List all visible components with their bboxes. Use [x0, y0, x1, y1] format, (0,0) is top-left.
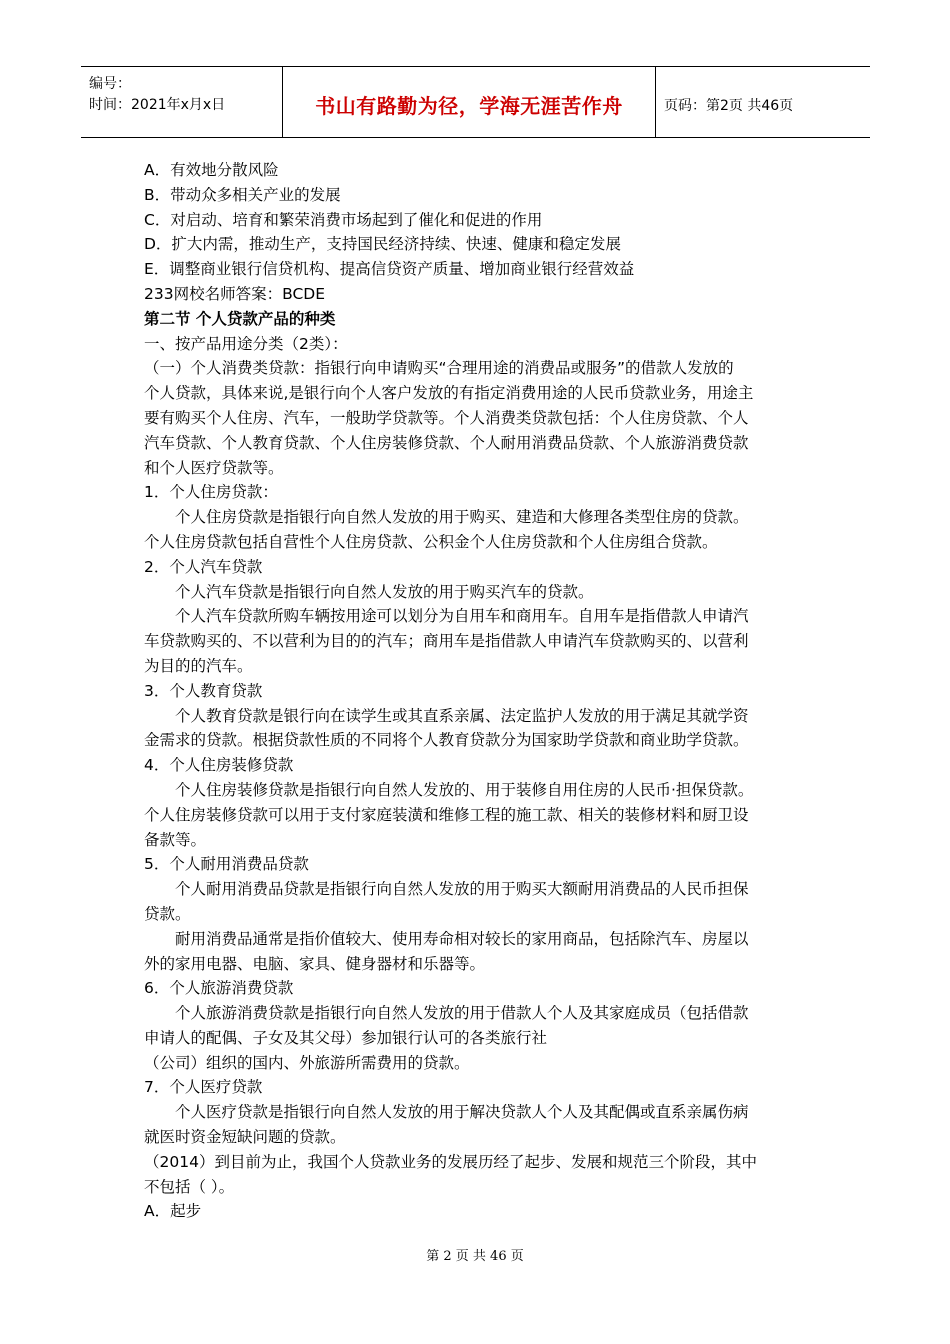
- paragraph-line: 耐用消费品通常是指价值较大、使用寿命相对较长的家用商品，包括除汽车、房屋以: [175, 929, 749, 948]
- header-page-cell: [656, 67, 870, 137]
- paragraph-line: （一）个人消费类贷款：指银行向申请购买“合理用途的消费品或服务”的借款人发放的: [144, 359, 734, 378]
- subsection-heading: 一、按产品用途分类（2类）：: [144, 334, 348, 353]
- paragraph-line: 金需求的贷款。根据贷款性质的不同将个人教育贷款分为国家助学贷款和商业助学贷款。: [144, 731, 749, 750]
- header-left-cell: [81, 67, 283, 137]
- item-heading: 4．个人住房装修贷款: [144, 756, 294, 775]
- item-heading: 2．个人汽车贷款: [144, 557, 263, 576]
- paragraph-line: 个人汽车贷款是指银行向自然人发放的用于购买汽车的贷款。: [175, 582, 594, 601]
- paragraph-line: 车贷款购买的、不以营利为目的的汽车；商用车是指借款人申请汽车贷款购买的、以营利: [144, 632, 749, 651]
- header-table: [81, 66, 870, 138]
- paragraph-line: 个人教育贷款是银行向在读学生或其直系亲属、法定监护人发放的用于满足其就学资: [175, 706, 749, 725]
- item-heading: 3．个人教育贷款: [144, 681, 263, 700]
- doc-time-label: 时间：2021年x月x日: [89, 97, 226, 113]
- question-line: （2014）到目前为止，我国个人贷款业务的发展历经了起步、发展和规范三个阶段，其中: [144, 1152, 757, 1171]
- page-footer: 第 2 页 共 46 页: [426, 1249, 524, 1264]
- section-heading: 第二节 个人贷款产品的种类: [144, 309, 336, 328]
- option-a: A．起步: [144, 1202, 202, 1221]
- option-d: D．扩大内需，推动生产，支持国民经济持续、快速、健康和稳定发展: [144, 235, 621, 254]
- item-heading: 6．个人旅游消费贷款: [144, 979, 294, 998]
- paragraph-line: 和个人医疗贷款等。: [144, 458, 284, 477]
- paragraph-line: 个人住房贷款包括自营性个人住房贷款、公积金个人住房贷款和个人住房组合贷款。: [144, 532, 718, 551]
- paragraph-line: 个人医疗贷款是指银行向自然人发放的用于解决贷款人个人及其配偶或直系亲属伤病: [175, 1103, 749, 1122]
- paragraph-line: 个人贷款，具体来说,是银行向个人客户发放的有指定消费用途的人民币贷款业务，用途主: [144, 384, 754, 403]
- paragraph-line: 汽车贷款、个人教育贷款、个人住房装修贷款、个人耐用消费品贷款、个人旅游消费贷款: [144, 433, 749, 452]
- question-line: 不包括（ ）。: [144, 1177, 235, 1196]
- item-heading: 5．个人耐用消费品贷款: [144, 855, 309, 874]
- paragraph-line: 个人住房装修贷款可以用于支付家庭装潢和维修工程的施工款、相关的装修材料和厨卫设: [144, 805, 749, 824]
- paragraph-line: 就医时资金短缺问题的贷款。: [144, 1128, 346, 1147]
- header-motto: 书山有路勤为径，学海无涯苦作舟: [315, 94, 623, 118]
- option-a: A．有效地分散风险: [144, 161, 279, 179]
- header-page-info: 页码：第2页 共46页: [664, 98, 794, 114]
- paragraph-line: 备款等。: [144, 830, 207, 849]
- paragraph-line: 要有购买个人住房、汽车，一般助学贷款等。个人消费类贷款包括：个人住房贷款、个人: [144, 408, 749, 427]
- paragraph-line: （公司）组织的国内、外旅游所需费用的贷款。: [144, 1053, 470, 1072]
- header-motto-cell: [283, 67, 656, 137]
- paragraph-line: 个人耐用消费品贷款是指银行向自然人发放的用于购买大额耐用消费品的人民币担保: [175, 880, 749, 899]
- answer-line: 233网校名师答案：BCDE: [144, 284, 325, 303]
- paragraph-line: 个人汽车贷款所购车辆按用途可以划分为自用车和商用车。自用车是指借款人申请汽: [175, 607, 749, 626]
- paragraph-line: 贷款。: [144, 904, 191, 923]
- paragraph-line: 个人旅游消费贷款是指银行向自然人发放的用于借款人个人及其家庭成员（包括借款: [175, 1004, 749, 1023]
- option-e: E．调整商业银行信贷机构、提高信贷资产质量、增加商业银行经营效益: [144, 260, 635, 279]
- option-c: C．对启动、培育和繁荣消费市场起到了催化和促进的作用: [144, 210, 543, 229]
- paragraph-line: 为目的的汽车。: [144, 656, 253, 675]
- option-b: B．带动众多相关产业的发展: [144, 185, 341, 204]
- paragraph-line: 个人住房装修贷款是指银行向自然人发放的、用于装修自用住房的人民币·担保贷款。: [175, 780, 754, 799]
- document-body: [144, 158, 812, 1224]
- paragraph-line: 个人住房贷款是指银行向自然人发放的用于购买、建造和大修理各类型住房的贷款。: [175, 508, 749, 527]
- item-heading: 1．个人住房贷款：: [144, 483, 278, 502]
- paragraph-line: 申请人的配偶、子女及其父母）参加银行认可的各类旅行社: [144, 1028, 548, 1047]
- paragraph-line: 外的家用电器、电脑、家具、健身器材和乐器等。: [144, 954, 486, 973]
- item-heading: 7．个人医疗贷款: [144, 1078, 263, 1097]
- doc-number-label: 编号：: [89, 76, 131, 92]
